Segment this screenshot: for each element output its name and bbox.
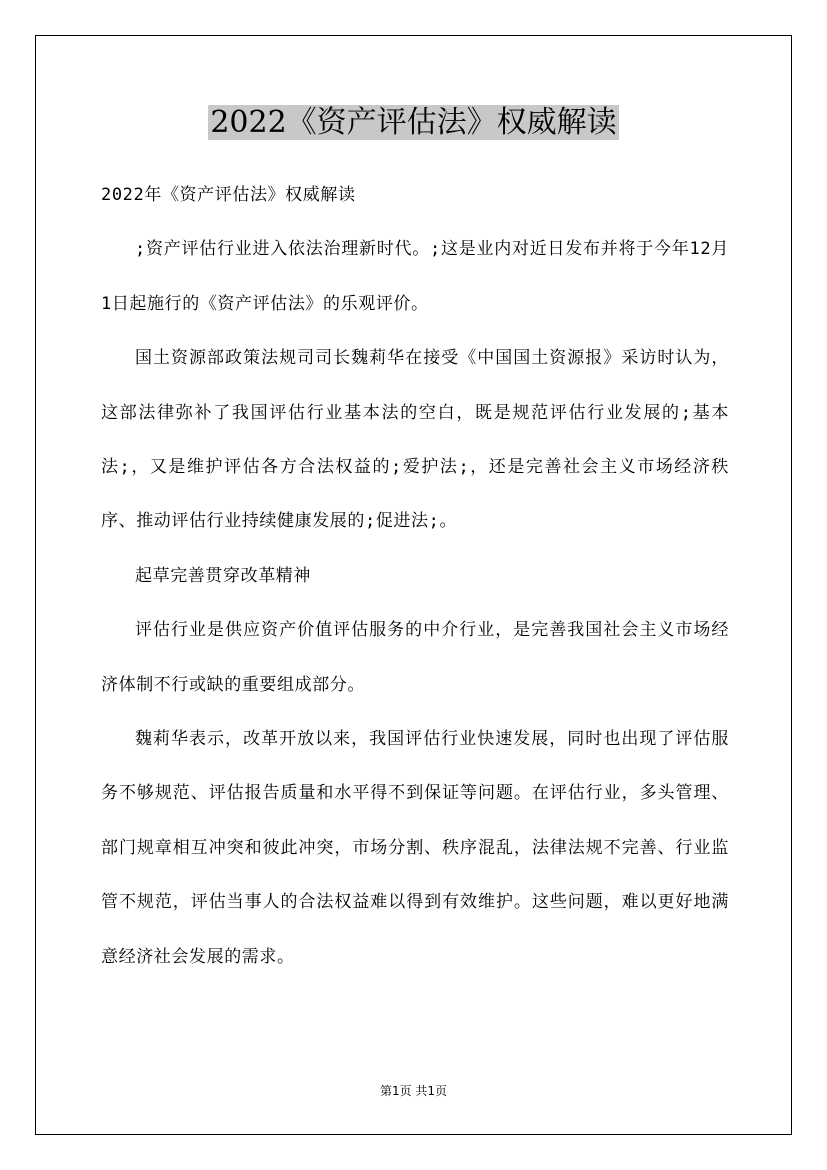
document-title-text: 2022《资产评估法》权威解读: [210, 105, 617, 140]
document-title: [0, 100, 827, 146]
page-footer: 第1页 共1页: [379, 1084, 448, 1098]
section-heading: 起草完善贯穿改革精神: [135, 565, 311, 586]
paragraph: 国土资源部政策法规司司长魏莉华在接受《中国国土资源报》采访时认为，这部法律弥补了我国评估行业基本法的空白，既是规范评估行业发展的;基本法;，又是维护评估各方合法权益的;爱护法;，还是完善社会主义市场经济秩序、推动评估行业持续健康发展的;促进法;。: [101, 348, 729, 532]
paragraph: ;资产评估行业进入依法治理新时代。;这是业内对近日发布并将于今年12月1日起施行的《资产评估法》的乐观评价。: [101, 239, 729, 314]
paragraph: 魏莉华表示，改革开放以来，我国评估行业快速发展，同时也出现了评估服务不够规范、评估报告质量和水平得不到保证等问题。在评估行业，多头管理、部门规章相互冲突和彼此冲突，市场分割、秩序混乱，法律法规不完善、行业监管不规范，评估当事人的合法权益难以得到有效维护。这些问题，难以更好地满意经济社会发展的需求。: [101, 729, 729, 967]
document-body: [101, 168, 729, 984]
paragraph-subtitle: 2022年《资产评估法》权威解读: [101, 185, 356, 205]
paragraph: 评估行业是供应资产价值评估服务的中介行业，是完善我国社会主义市场经济体制不行或缺的重要组成部分。: [101, 620, 729, 695]
